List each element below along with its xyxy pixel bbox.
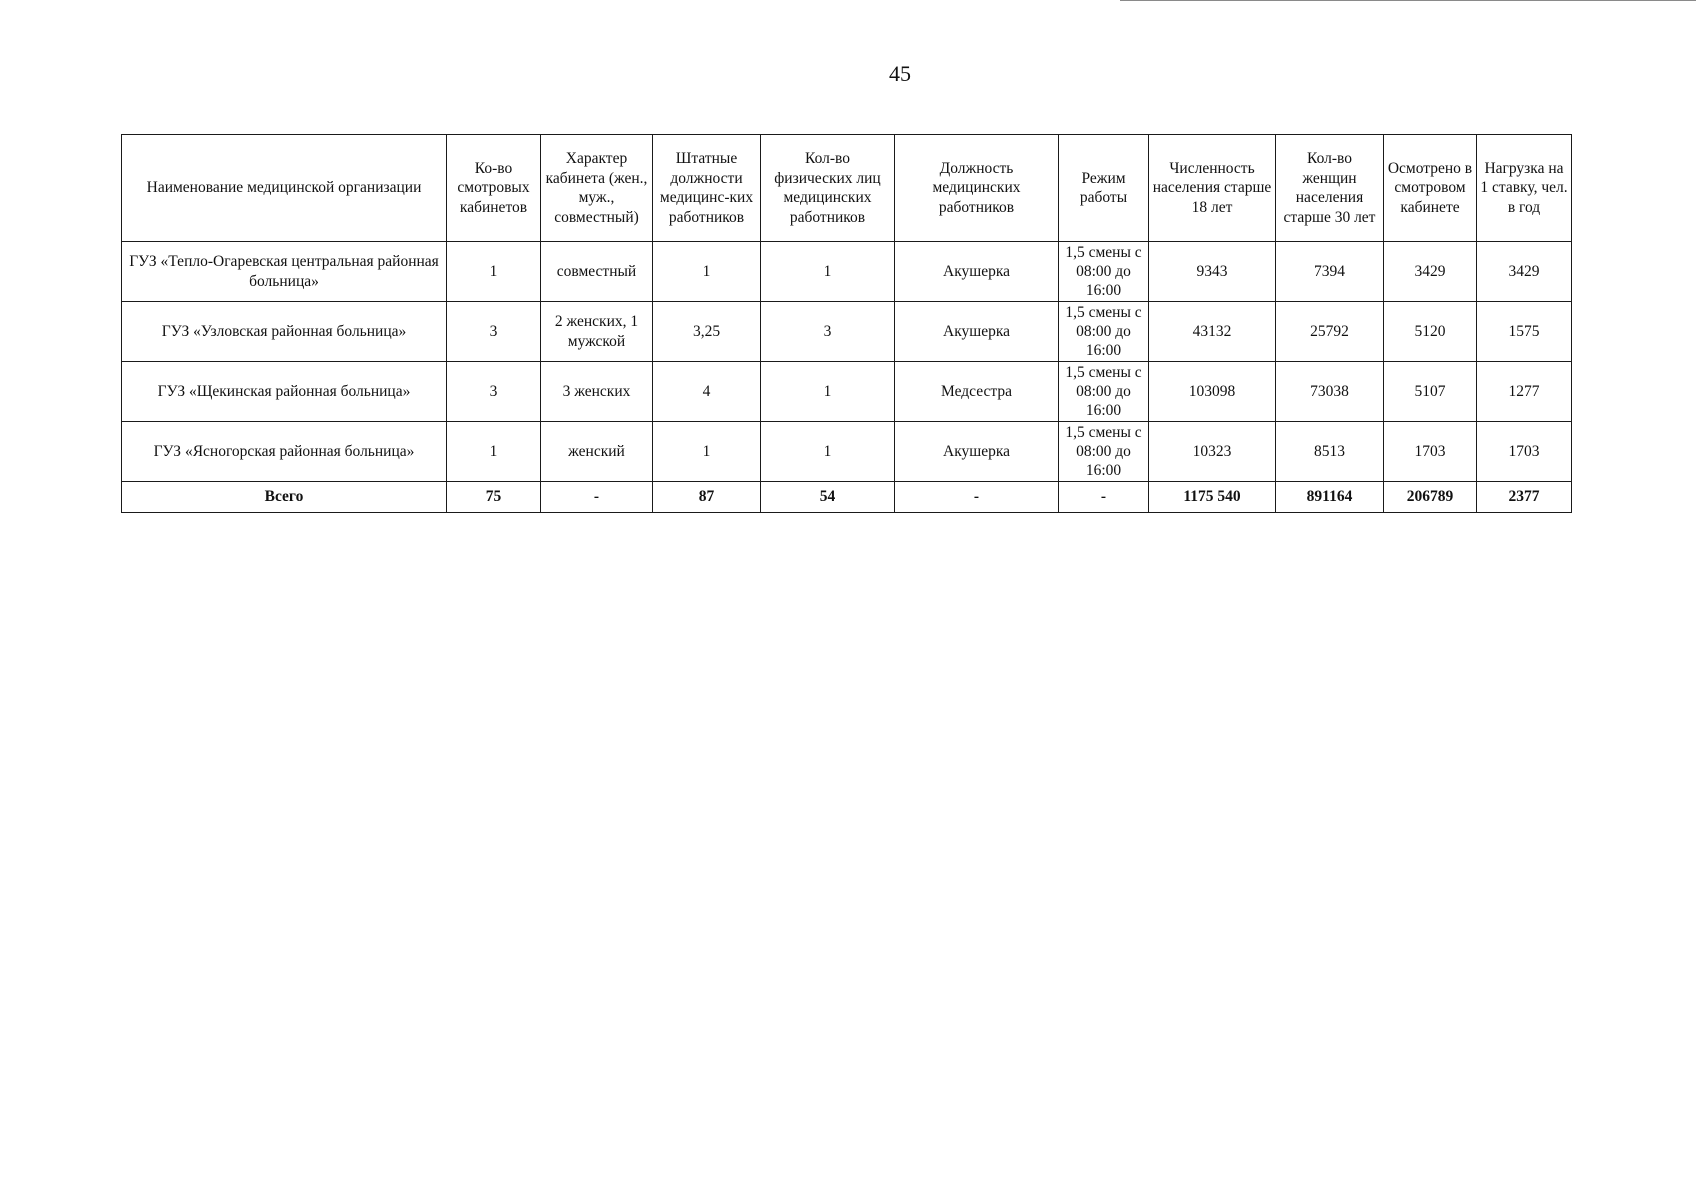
total-cabinet-count: 75 [447, 482, 541, 513]
cell-organization-name: ГУЗ «Ясногорская районная больница» [122, 422, 447, 482]
cell-organization-name: ГУЗ «Щекинская районная больница» [122, 362, 447, 422]
cell-cabinet-count: 3 [447, 362, 541, 422]
header-staff-positions: Штатные должности медицинс-ких работников [653, 135, 761, 242]
cell-cabinet-count: 1 [447, 242, 541, 302]
total-cabinet-character: - [541, 482, 653, 513]
cell-worker-position: Акушерка [895, 302, 1059, 362]
cell-organization-name: ГУЗ «Узловская районная больница» [122, 302, 447, 362]
cell-population-over-18: 10323 [1149, 422, 1276, 482]
header-work-mode: Режим работы [1059, 135, 1149, 242]
cell-load-per-rate: 1575 [1477, 302, 1572, 362]
cell-worker-position: Медсестра [895, 362, 1059, 422]
cell-examined: 1703 [1384, 422, 1477, 482]
header-population-over-18: Численность населения старше 18 лет [1149, 135, 1276, 242]
header-physical-persons: Кол-во физических лиц медицинских работников [761, 135, 895, 242]
header-worker-position: Должность медицинских работников [895, 135, 1059, 242]
cell-physical-persons: 3 [761, 302, 895, 362]
cell-cabinet-character: совместный [541, 242, 653, 302]
header-cabinet-character: Характер кабинета (жен., муж., совместный) [541, 135, 653, 242]
page-number: 45 [889, 61, 911, 86]
header-women-over-30: Кол-во женщин населения старше 30 лет [1276, 135, 1384, 242]
cell-worker-position: Акушерка [895, 242, 1059, 302]
cell-cabinet-character: 2 женских, 1 мужской [541, 302, 653, 362]
total-work-mode: - [1059, 482, 1149, 513]
table-row [122, 422, 1572, 482]
cell-population-over-18: 43132 [1149, 302, 1276, 362]
cell-cabinet-character: женский [541, 422, 653, 482]
cell-organization-name: ГУЗ «Тепло-Огаревская центральная районная больница» [122, 242, 447, 302]
cell-worker-position: Акушерка [895, 422, 1059, 482]
total-women-over-30: 891164 [1276, 482, 1384, 513]
cell-women-over-30: 7394 [1276, 242, 1384, 302]
cell-cabinet-count: 3 [447, 302, 541, 362]
cell-population-over-18: 9343 [1149, 242, 1276, 302]
cell-work-mode: 1,5 смены с 08:00 до 16:00 [1059, 422, 1149, 482]
cell-physical-persons: 1 [761, 362, 895, 422]
cell-cabinet-count: 1 [447, 422, 541, 482]
header-examined: Осмотрено в смотровом кабинете [1384, 135, 1477, 242]
table-total-row [122, 482, 1572, 513]
total-label: Всего [122, 482, 447, 513]
table-row [122, 302, 1572, 362]
header-cabinet-count: Ко-во смотровых кабинетов [447, 135, 541, 242]
scan-top-edge-line [1120, 0, 1696, 1]
cell-examined: 3429 [1384, 242, 1477, 302]
total-load-per-rate: 2377 [1477, 482, 1572, 513]
cell-cabinet-character: 3 женских [541, 362, 653, 422]
cell-load-per-rate: 1703 [1477, 422, 1572, 482]
table-row [122, 362, 1572, 422]
cell-women-over-30: 73038 [1276, 362, 1384, 422]
cell-examined: 5120 [1384, 302, 1477, 362]
cell-population-over-18: 103098 [1149, 362, 1276, 422]
total-worker-position: - [895, 482, 1059, 513]
header-load-per-rate: Нагрузка на 1 ставку, чел. в год [1477, 135, 1572, 242]
total-examined: 206789 [1384, 482, 1477, 513]
cell-load-per-rate: 1277 [1477, 362, 1572, 422]
total-population-over-18: 1175 540 [1149, 482, 1276, 513]
cell-physical-persons: 1 [761, 422, 895, 482]
cell-load-per-rate: 3429 [1477, 242, 1572, 302]
cell-staff-positions: 3,25 [653, 302, 761, 362]
cell-staff-positions: 1 [653, 242, 761, 302]
cell-physical-persons: 1 [761, 242, 895, 302]
table-row [122, 242, 1572, 302]
cell-work-mode: 1,5 смены с 08:00 до 16:00 [1059, 242, 1149, 302]
cell-work-mode: 1,5 смены с 08:00 до 16:00 [1059, 302, 1149, 362]
cell-work-mode: 1,5 смены с 08:00 до 16:00 [1059, 362, 1149, 422]
cell-examined: 5107 [1384, 362, 1477, 422]
total-staff-positions: 87 [653, 482, 761, 513]
cell-women-over-30: 8513 [1276, 422, 1384, 482]
table-header-row [122, 135, 1572, 242]
cell-staff-positions: 1 [653, 422, 761, 482]
cell-women-over-30: 25792 [1276, 302, 1384, 362]
header-organization-name: Наименование медицинской организации [122, 135, 447, 242]
screening-cabinets-table [121, 134, 1572, 513]
cell-staff-positions: 4 [653, 362, 761, 422]
total-physical-persons: 54 [761, 482, 895, 513]
